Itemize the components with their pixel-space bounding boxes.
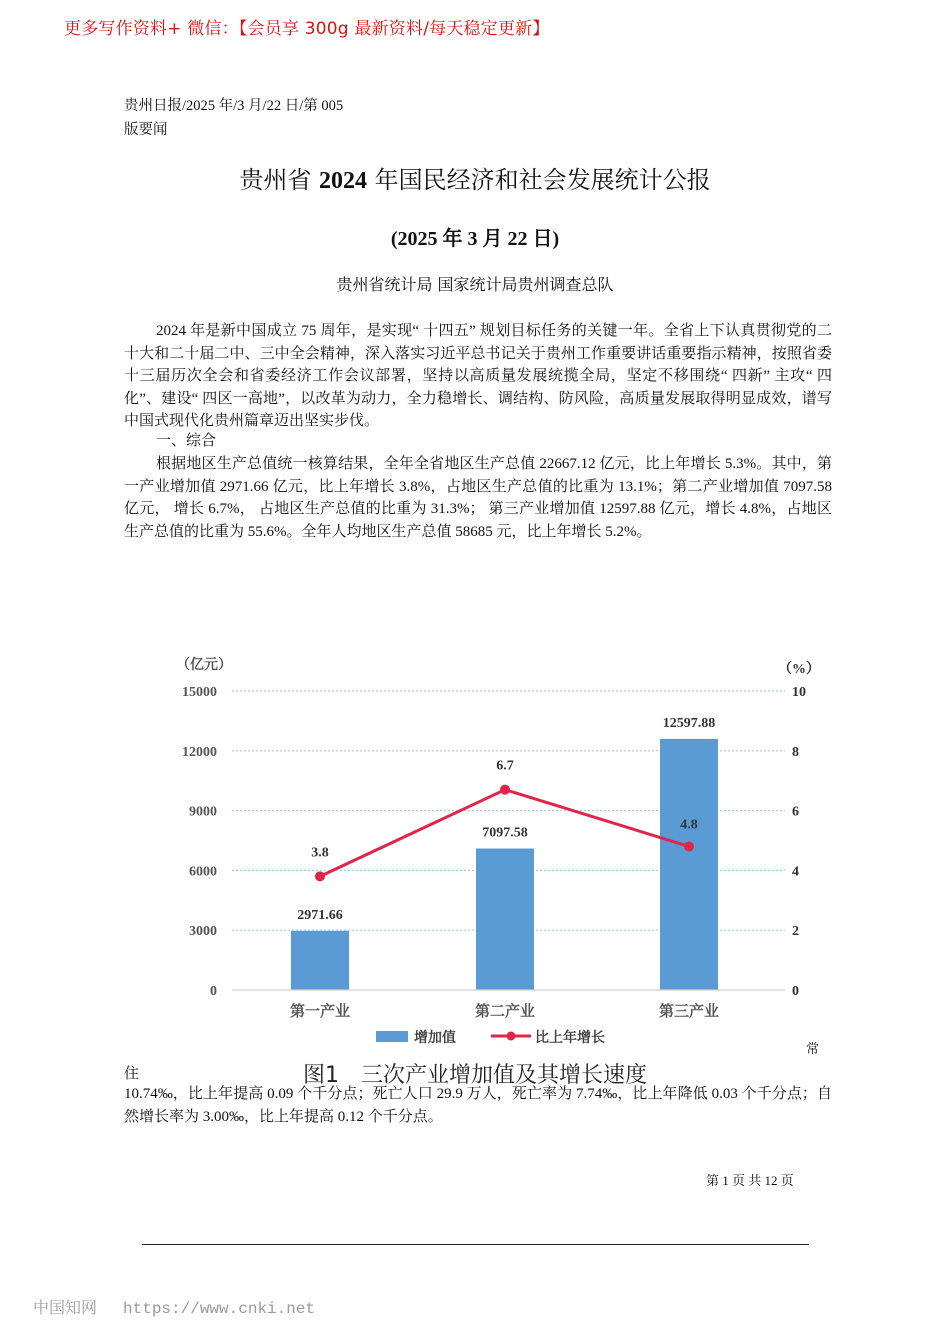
watermark-url[interactable]: https://www.cnki.net [123,1300,316,1318]
gdp-paragraph: 根据地区生产总值统一核算结果，全年全省地区生产总值 22667.12 亿元，比上年增长 5.3%。其中，第一产业增加值 2971.66 亿元，比上年增长 3.8%，占地区生产总值的比重为 13.1%；第二产业增加值 7097.58 亿元， 增长 6.7%， 占地区生产总值的比重为 31.3%； 第三产业增加值 12597.88 亿元，增长 4.8%，占地区生产总值的比重为 55.6%。全年人均地区生产总值 58685 元，比上年增长 5.2%。 [124,456,832,540]
y-left-tick-label: 3000 [189,924,217,940]
y-left-tick-label: 15000 [182,685,217,700]
y-right-tick-label: 6 [792,804,799,820]
bar [291,931,349,990]
chart-legend [376,1029,605,1046]
legend-line-marker [507,1032,516,1041]
bar-value-label: 12597.88 [662,715,716,731]
growth-point [500,785,510,795]
growth-value-label: 3.8 [311,845,329,861]
document-date: (2025 年 3 月 22 日) [390,228,560,250]
growth-point [684,841,694,851]
bar [660,739,718,990]
category-label: 第一产业 [289,1004,351,1020]
growth-value-label: 4.8 [680,817,698,833]
y-right-axis-title: （%） [778,662,820,677]
y-right-tick-label: 0 [792,984,799,999]
source-meta [124,94,343,142]
document-title [0,160,950,195]
y-right-tick-label: 2 [792,924,799,940]
cnki-watermark[interactable] [33,1295,315,1318]
category-label: 第二产业 [474,1004,536,1020]
chart-figure [0,640,950,1060]
legend-line-label: 比上年增长 [535,1031,605,1046]
document-authors: 贵州省统计局 国家统计局贵州调查总队 [336,275,614,294]
legend-bar-label: 增加值 [414,1031,456,1046]
footer-divider [142,1244,809,1245]
title-year: 2024 [319,168,367,194]
bar [476,849,534,990]
y-right-tick-label: 4 [792,864,799,880]
legend-bar-swatch [376,1031,408,1042]
category-label: 第三产业 [658,1004,720,1020]
title-suffix: 年国民经济和社会发展统计公报 [367,166,711,194]
promo-banner: 更多写作资料+ 微信：【会员享 300g 最新资料/每天稳定更新】 [64,19,550,39]
title-prefix: 贵州省 [239,166,319,194]
source-line-2: 版要闻 [124,122,168,138]
intro-paragraph: 2024 年是新中国成立 75 周年，是实现“ 十四五” 规划目标任务的关键一年。全省上下认真贯彻党的二十大和二十届二中、三中全会精神，深入落实习近平总书记关于贵州工作重要讲话重要指示精神，按照省委十三届历次全会和省委经济工作会议部署，坚持以高质量发展统揽全局，坚定不移围绕“ 四新” 主攻“ 四化”、建设“ 四区一高地”，以改革为动力，全力稳增长、调结构、防风险，高质量发展取得明显成效，谱写中国式现代化贵州篇章迈出坚实步伐。 [124,323,832,429]
watermark-name: 中国知网 [33,1298,98,1317]
page-number: 第 1 页 共 12 页 [706,1173,794,1188]
growth-point [315,871,325,881]
clipped-text-right: 常 [806,1042,820,1057]
growth-value-label: 6.7 [496,758,514,774]
y-left-tick-label: 6000 [189,864,217,880]
y-left-tick-label: 12000 [182,744,217,760]
clipped-text-left: 住 [124,1064,140,1082]
chart-svg [0,640,950,1060]
figure-caption: 图1 三次产业增加值及其增长速度 [303,1063,647,1088]
y-right-tick-label: 10 [792,685,806,700]
y-left-tick-label: 9000 [189,804,217,820]
population-paragraph: 10.74‰，比上年提高 0.09 个千分点；死亡人口 29.9 万人，死亡率为 7.74‰，比上年降低 0.03 个千分点；自然增长率为 3.00‰，比上年提高 0.12 个千分点。 [124,1086,832,1125]
y-left-tick-label: 0 [210,984,217,999]
chart-bars [291,739,718,990]
source-line-1: 贵州日报/2025 年/3 月/22 日/第 005 [124,98,344,114]
bar-value-label: 7097.58 [482,825,528,841]
y-right-tick-label: 8 [792,744,799,760]
section-heading: 一、综合 [156,433,217,449]
y-left-axis-title: （亿元） [176,658,232,673]
bar-value-label: 2971.66 [297,907,343,923]
